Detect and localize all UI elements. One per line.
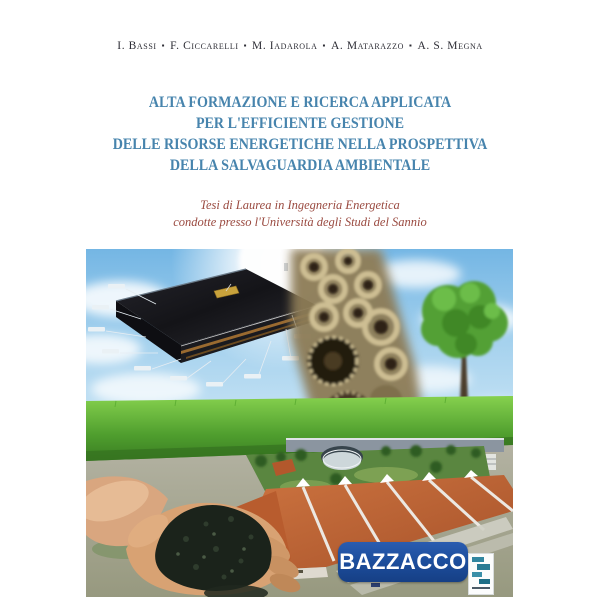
book-title [0, 92, 600, 176]
title-line: DELLE RISORSE ENERGETICHE NELLA PROSPETTIVA [112, 136, 488, 153]
publisher-banner [338, 542, 468, 582]
publisher-logo-glyph [472, 557, 490, 589]
title-line: ALTA FORMAZIONE E RICERCA APPLICATA [148, 94, 452, 111]
author-separator: ▪ [161, 41, 166, 50]
publisher-logo [468, 553, 494, 595]
author-name: I. Bassi [117, 40, 157, 52]
title-line: DELLA SALVAGUARDIA AMBIENTALE [169, 157, 431, 174]
author-name: A. S. Megna [417, 40, 483, 52]
cover-photo [86, 249, 513, 597]
author-separator: ▪ [409, 41, 413, 50]
storage-tank [321, 446, 363, 470]
book-subtitle [0, 197, 600, 231]
author-name: A. Matarazzo [330, 40, 405, 52]
title-line: PER L'EFFICIENTE GESTIONE [195, 115, 405, 132]
author-name: F. Ciccarelli [170, 40, 239, 52]
author-separator: ▪ [243, 41, 248, 50]
author-name: M. Iadarola [252, 40, 318, 52]
subtitle-line: Tesi di Laurea in Ingegneria Energetica [200, 198, 400, 212]
subtitle-line: condotte presso l'Università degli Studi del Sannio [173, 215, 427, 229]
author-separator: ▪ [322, 41, 326, 50]
authors-line [0, 40, 600, 52]
publisher-banner-label: BAZZACCO [339, 549, 467, 574]
